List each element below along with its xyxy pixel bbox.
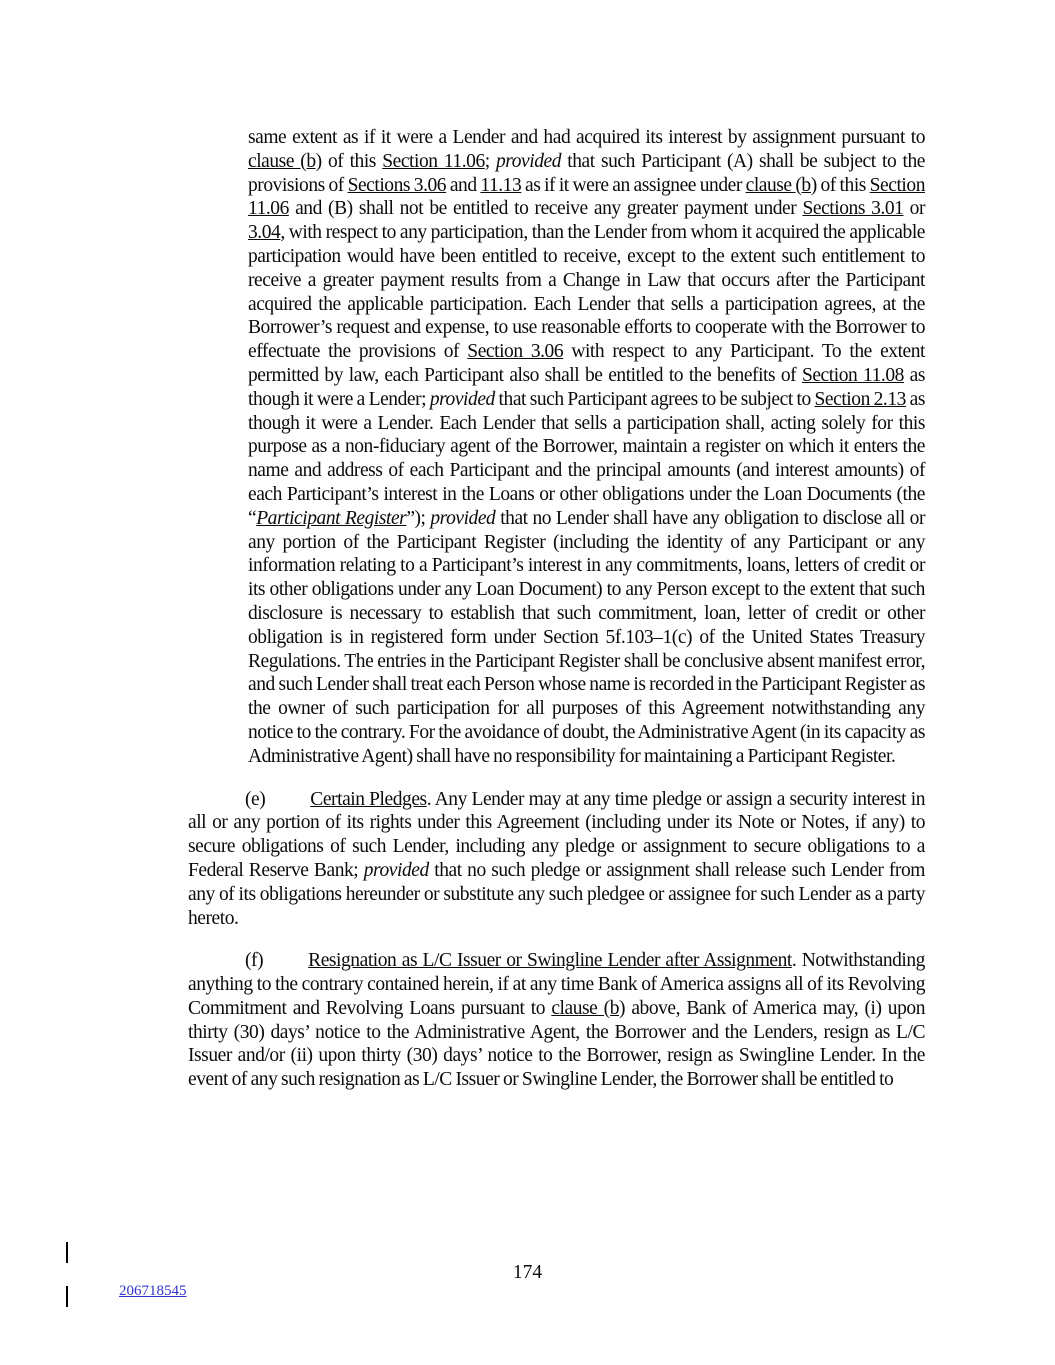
text-segment: (e) (245, 788, 266, 810)
text-segment: Sections 3.01 (802, 198, 904, 220)
document-body (188, 126, 925, 1092)
text-segment: and (446, 174, 481, 196)
text-segment: Section 2.13 (814, 388, 906, 410)
text-segment: . Any Lender may at any time pledge or assign a security interest in all or any portion of its rights under this Agreement (including under its Note or Notes, if any) to secure obligations of such Lender, including any pledge or assignment to secure obligations to a Federal Reserve Bank; (188, 788, 925, 881)
text-segment: with respect to any Participant. To the extent permitted by law, each Participant also shall be entitled to the benefits of (248, 341, 926, 386)
text-segment: Section 3.06 (467, 341, 564, 363)
revision-change-bar-top (66, 1242, 68, 1263)
text-segment: that such Participant agrees to be subject to (494, 388, 815, 410)
paragraph-f-resignation-lc-issuer (188, 949, 925, 1092)
paragraph-e-certain-pledges (188, 788, 925, 931)
text-segment: same extent as if it were a Lender and had acquired its interest by assignment pursuant to (248, 127, 925, 148)
text-segment: (f) (245, 950, 264, 972)
text-segment: above, Bank of America may, (i) upon thirty (30) days’ notice to the Administrative Agent, the Borrower and the Lenders, resign as L/C Issuer and/or (ii) upon thirty (30) days’ notice to the Borrower, resign as Swingline Lender. In the event of any such resignation as L/C Issuer or Swingline Lender, the Borrower shall be entitled to (188, 997, 925, 1091)
text-segment: Certain Pledges (310, 788, 427, 810)
text-segment: provided (363, 859, 429, 881)
text-segment: as though it were a Lender. Each Lender that sells a participation shall, acting solely for this purpose as a non-fiduciary agent of the Borrower, maintain a register on which it enters the name and address of each Participant and the principal amounts (and interest amounts) of each Participant’s interest in the Loans or other obligations under the Loan Documents (the “ (248, 388, 926, 529)
text-segment: as if it were an assignee under (521, 174, 746, 196)
text-segment: Sections 3.06 (347, 174, 447, 196)
text-segment: of this (816, 174, 870, 196)
text-segment: Section 11.06 (382, 150, 485, 172)
text-segment: ; (484, 150, 496, 172)
text-segment: and (B) shall not be entitled to receive any greater payment under (288, 198, 803, 220)
text-segment: Participant Register (256, 507, 407, 529)
text-segment: or (903, 198, 925, 220)
text-segment: Section 11.06 (248, 174, 925, 220)
paragraph-participation-continuation (248, 126, 925, 769)
text-segment: . Notwithstanding anything to the contrary contained herein, if at any time Bank of America assigns all of its Revolving Commitment and Revolving Loans pursuant to (188, 950, 925, 1019)
text-segment: that no Lender shall have any obligation to disclose all or any portion of the Participant Register (including the identity of any Participant or any information relating to a Participant’s interest in any commitments, loans, letters of credit or its other obligations under any Loan Document) to any Person except to the extent that such disclosure is necessary to establish that such commitment, loan, letter of credit or other obligation is in registered form under Section 5f.103–1(c) of the United States Treasury Regulations. The entries in the Participant Register shall be conclusive absent manifest error, and such Lender shall treat each Person whose name is recorded in the Participant Register as the owner of such participation for all purposes of this Agreement notwithstanding any notice to the contrary. For the avoidance of doubt, the Administrative Agent (in its capacity as Administrative Agent) shall have no responsibility for maintaining a Participant Register. (248, 507, 925, 767)
text-segment: that such Participant (A) shall be subject to the provisions of (248, 150, 925, 196)
text-segment: Resignation as L/C Issuer or Swingline Lender after Assignment (308, 950, 792, 972)
text-segment: , with respect to any participation, than the Lender from whom it acquired the applicable participation would have been entitled to receive, except to the extent such entitlement to receive a greater payment results from a Change in Law that occurs after the Participant acquired the applicable participation. Each Lender that sells a participation agrees, at the Borrower’s request and expense, to use reasonable efforts to cooperate with the Borrower to effectuate the provisions of (248, 222, 925, 363)
text-segment: Section 11.08 (801, 364, 904, 386)
text-segment: 3.04 (248, 222, 281, 244)
text-segment: as though it were a Lender; (248, 364, 926, 410)
page-number: 174 (512, 1262, 543, 1283)
revision-change-bar-bottom (66, 1286, 68, 1307)
text-segment: that no such pledge or assignment shall release such Lender from any of its obligations hereunder or substitute any such pledgee or assignee for such Lender as a party hereto. (188, 859, 925, 929)
document-id-link[interactable]: 206718545 (119, 1283, 187, 1299)
text-segment: provided (429, 388, 495, 410)
text-segment: provided (430, 507, 496, 529)
text-segment: 11.13 (480, 174, 522, 196)
text-segment: clause (b) (248, 150, 322, 172)
text-segment: ”); (406, 507, 431, 529)
text-segment: provided (496, 150, 561, 172)
text-segment: of this (321, 150, 383, 172)
text-segment: clause (b) (745, 174, 817, 196)
text-segment: clause (b) (551, 997, 626, 1019)
